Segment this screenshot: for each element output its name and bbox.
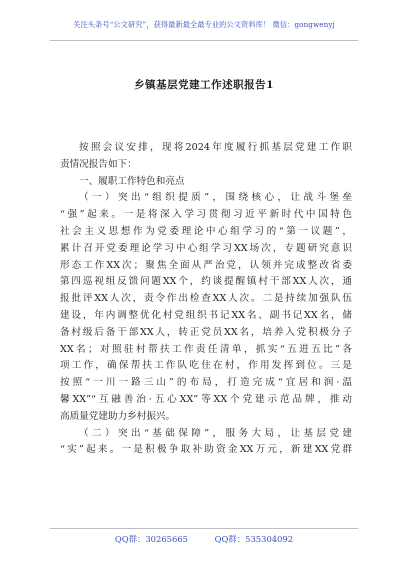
paragraph-line: 形态工作XX次；聚焦全面从严治党，认领并完成整改省委 [60, 259, 352, 271]
paragraph-line: 馨XX”“互融善治·五心XX”等XX个党建示范品牌，推动 [60, 393, 352, 405]
paragraph-line: 项工作，确保帮扶工作队吃住在村，作用发挥到位。三是 [60, 360, 352, 372]
paragraph-line: 第四巡视组反馈问题XX个，约谈提醒镇村干部XX人次，通 [60, 276, 352, 288]
footer [0, 533, 408, 545]
footer-qq-group-2: QQ群：535304092 [214, 534, 294, 544]
paragraph-line: 责情况报告如下： [60, 158, 137, 170]
header-banner: 关注头条号“公文研究”，获得最新最全最专业的公文资料库！ 微信：gongwenyj [73, 20, 335, 29]
footer-divider [50, 528, 358, 529]
paragraph-line: 按照会议安排，现将2024年度履行抓基层党建工作职 [79, 142, 352, 153]
footer-qq-group-1: QQ群：30265665 [114, 534, 188, 544]
document-body [60, 140, 352, 459]
document-title: 乡镇基层党建工作述职报告1 [134, 79, 274, 91]
section-heading: 一、履职工作特色和亮点 [79, 175, 185, 187]
paragraph-line: （二）突出“基础保障”，服务大局，让基层党建 [79, 427, 352, 439]
paragraph-line: 报批评XX人次，责令作出检查XX人次。二是持续加强队伍 [60, 293, 352, 305]
paragraph-line: 高质量党建助力乡村振兴。 [60, 410, 176, 422]
paragraph-line: 建设，年内调整优化村党组织书记XX名、副书记XX名，储 [60, 309, 352, 321]
paragraph-line: 备村级后备干部XX人，转正党员XX名，培养入党积极分子 [60, 326, 352, 338]
paragraph-line: XX名；对照驻村帮扶工作责任清单，抓实“五进五比”各 [60, 343, 352, 355]
paragraph-line: （一）突出“组织提质”，围绕核心，让战斗堡垒 [79, 192, 352, 204]
paragraph-line: 社会主义思想作为党委理论中心组学习的“第一议题”， [60, 225, 352, 237]
paragraph-line: “实”起来。一是积极争取补助资金XX万元，新建XX党群 [60, 444, 352, 456]
paragraph-line: 累计召开党委理论学习中心组学习XX场次，专题研究意识 [60, 242, 352, 254]
header-divider [50, 40, 358, 41]
paragraph-line: 按照“一川一路三山”的布局，打造完成“宜居和润·温 [60, 377, 352, 389]
paragraph-line: “强”起来。一是将深入学习贯彻习近平新时代中国特色 [60, 209, 352, 221]
